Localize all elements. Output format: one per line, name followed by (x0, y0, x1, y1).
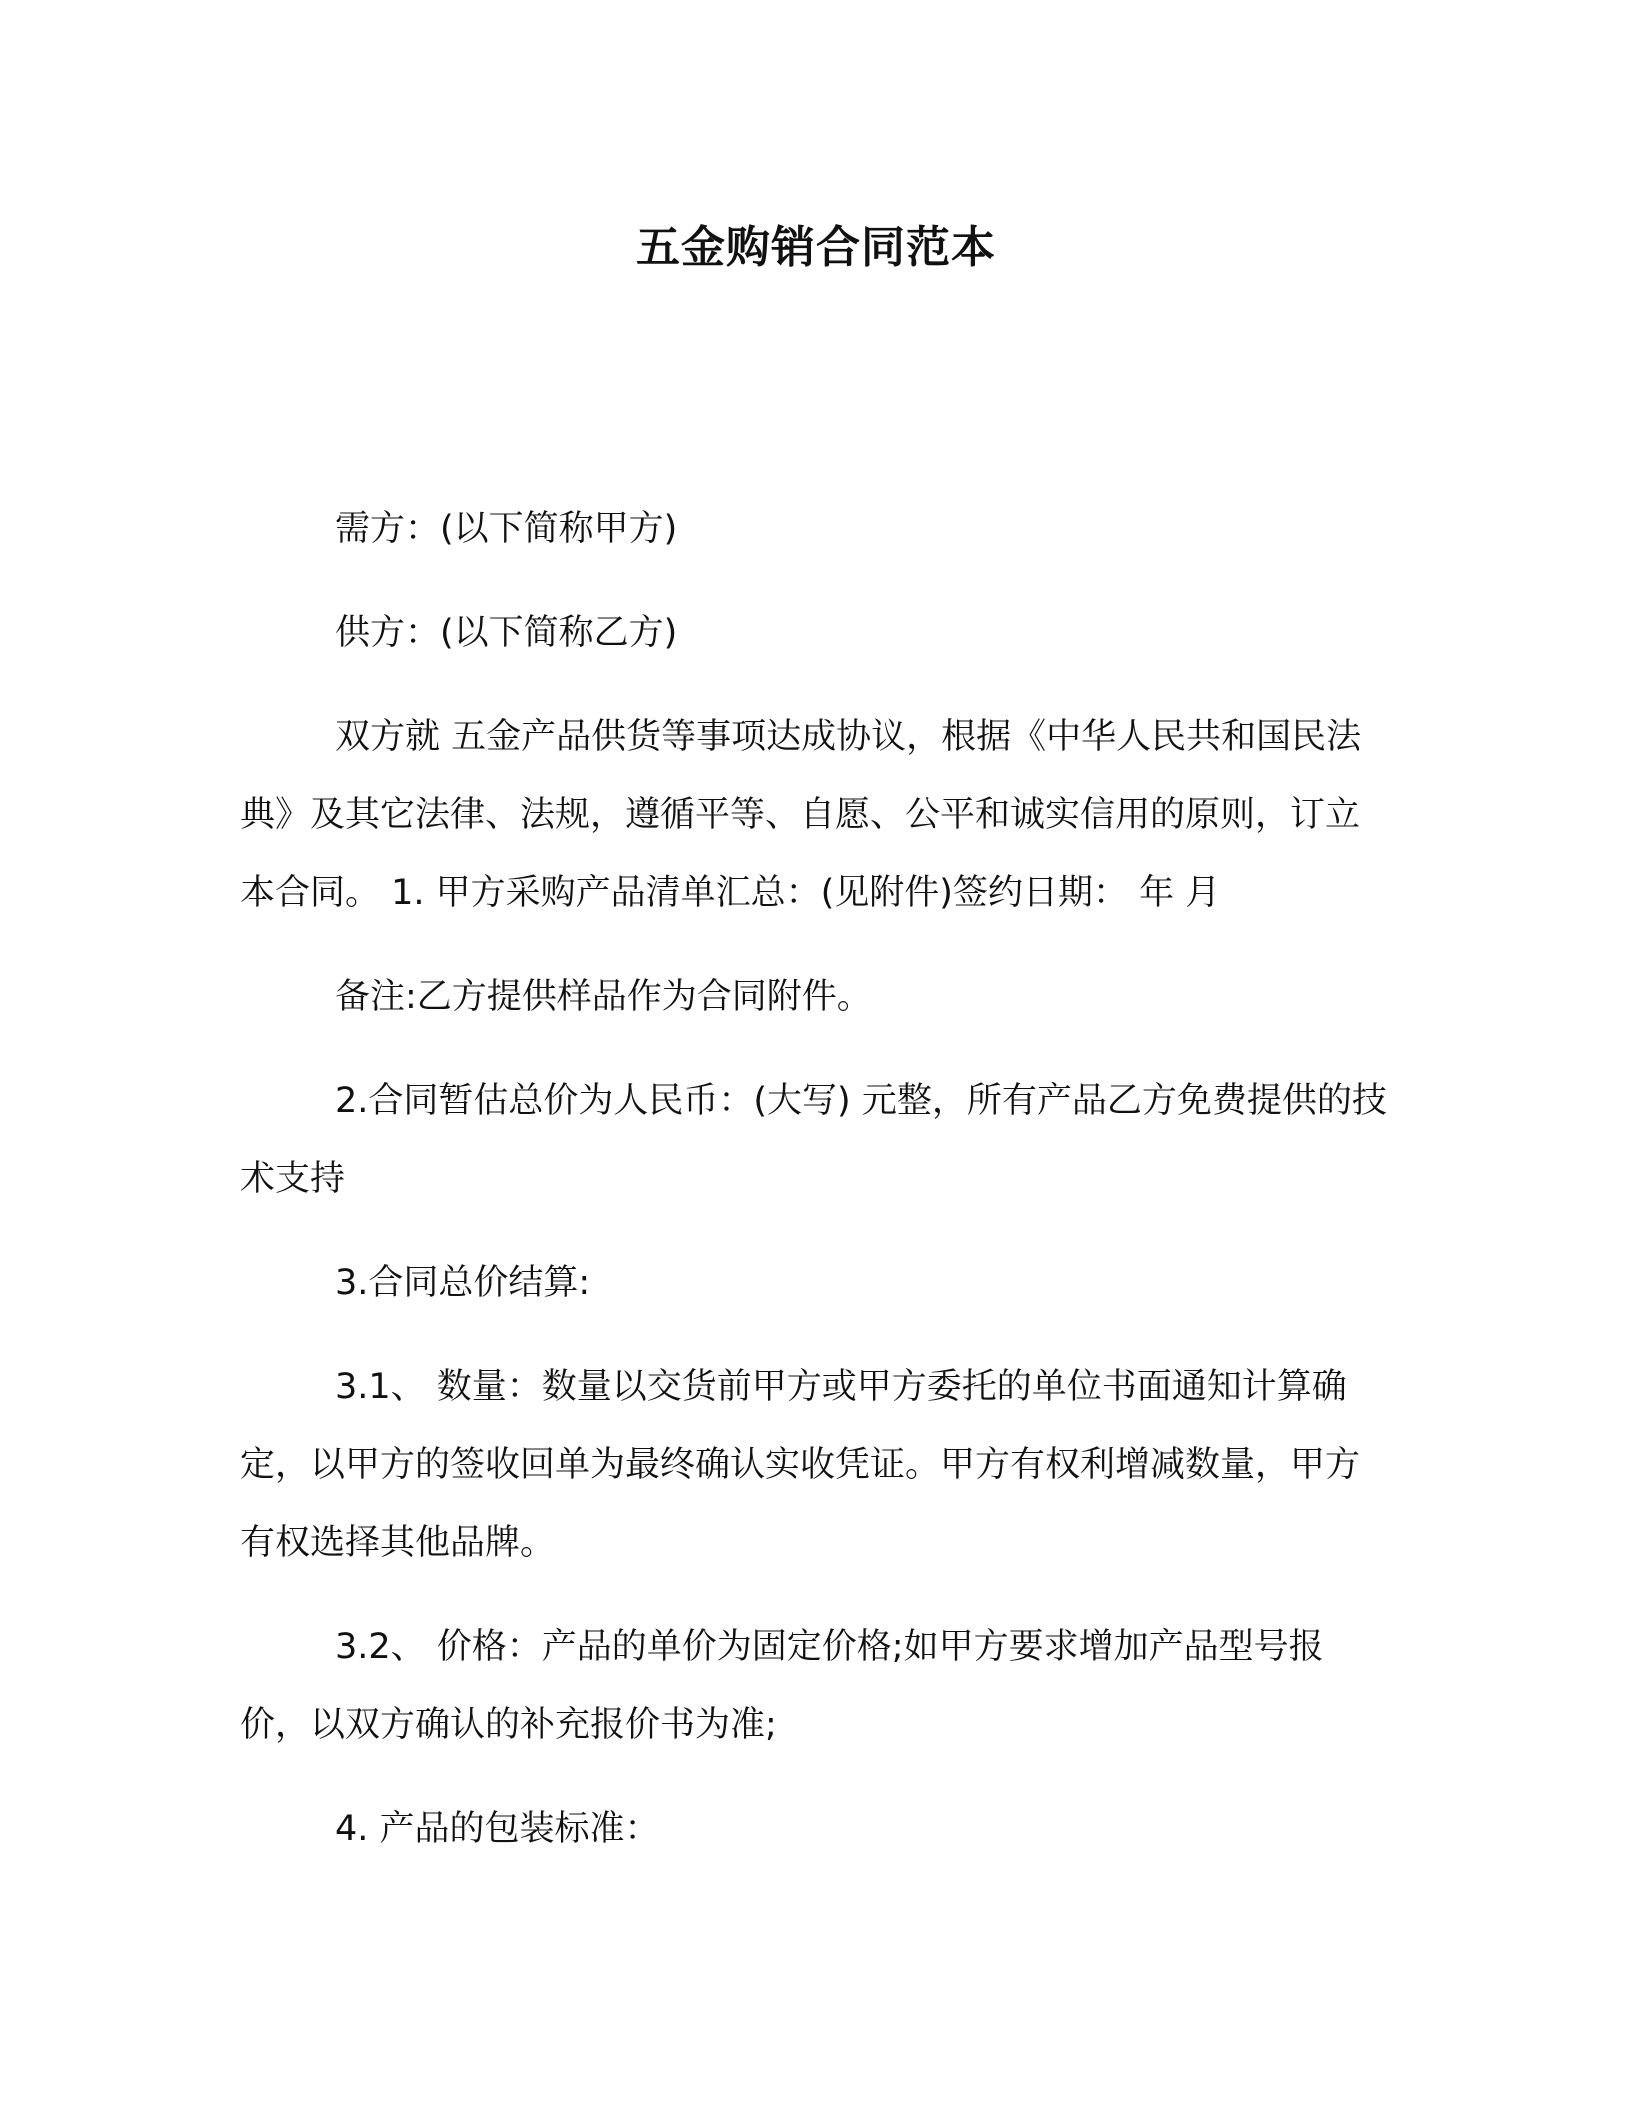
paragraph-buyer: 需方：(以下简称甲方) (335, 509, 678, 549)
document-title: 五金购销合同范本 (636, 222, 996, 273)
paragraph-clause-3: 3.合同总价结算: (335, 1263, 591, 1303)
paragraph-clause-3-2: 3.2、 价格：产品的单价为固定价格;如甲方要求增加产品型号报价，以双方确认的补充报价书为准; (240, 1627, 1324, 1745)
document-body (240, 490, 1390, 1894)
paragraph-clause-3-1: 3.1、 数量：数量以交货前甲方或甲方委托的单位书面通知计算确定，以甲方的签收回单为最终确认实收凭证。甲方有权利增减数量，甲方有权选择其他品牌。 (240, 1367, 1361, 1563)
paragraph-remark: 备注:乙方提供样品作为合同附件。 (335, 977, 872, 1017)
paragraph-agreement: 双方就 五金产品供货等事项达成协议，根据《中华人民共和国民法典》及其它法律、法规，遵循平等、自愿、公平和诚实信用的原则，订立本合同。 1. 甲方采购产品清单汇总：(见附件)签约日期： 年 月 (240, 717, 1362, 913)
paragraph-clause-4: 4. 产品的包装标准： (335, 1809, 660, 1849)
paragraph-clause-2: 2.合同暂估总价为人民币：(大写) 元整，所有产品乙方免费提供的技术支持 (240, 1081, 1387, 1199)
paragraph-supplier: 供方：(以下简称乙方) (335, 613, 678, 653)
